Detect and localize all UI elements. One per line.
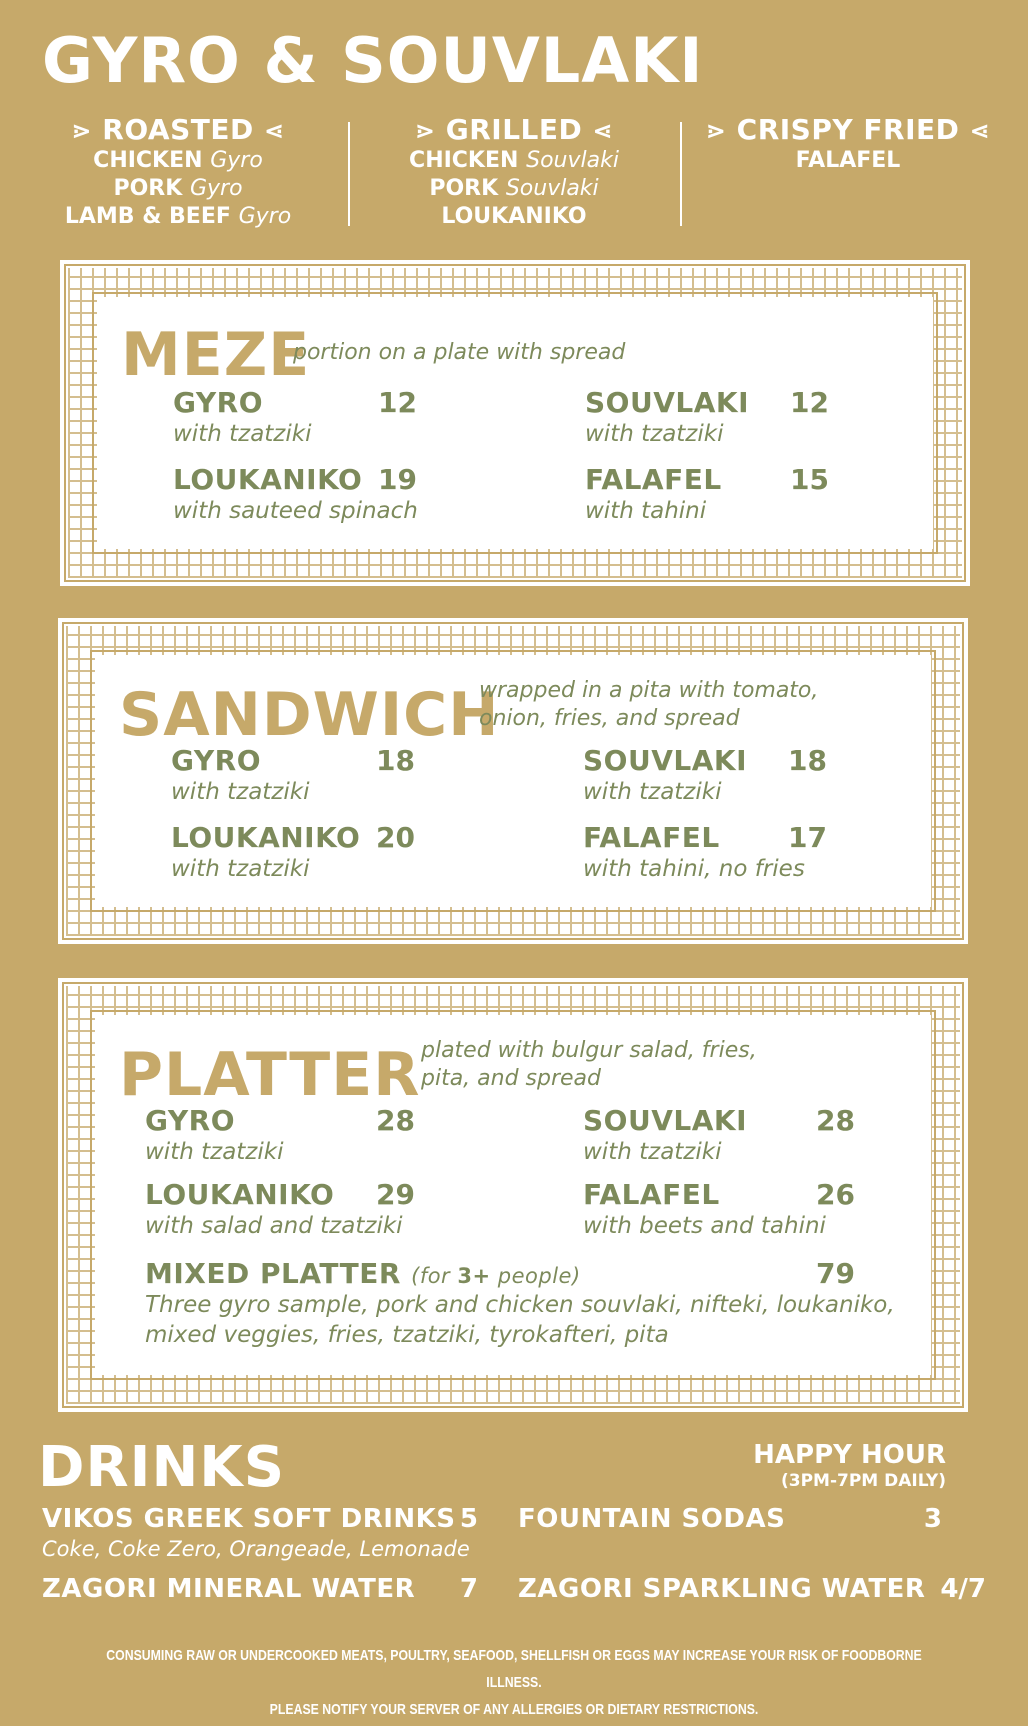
- menu-item-name: GYRO: [173, 386, 264, 419]
- prep-method-label: CRISPY FRIED: [736, 113, 960, 146]
- drinks-title: DRINKS: [38, 1435, 286, 1500]
- arrow-right-icon: ⋗: [705, 117, 727, 145]
- menu-item-desc: with sauteed spinach: [173, 498, 418, 524]
- happy-hour-title: HAPPY HOUR: [753, 1440, 946, 1470]
- menu-item-desc: mixed veggies, fries, tzatziki, tyrokafteri, pita: [145, 1322, 669, 1348]
- prep-column-crispy-fried: [698, 114, 998, 175]
- menu-item-desc: with tzatziki: [171, 779, 310, 805]
- menu-item-price: 12: [790, 386, 829, 419]
- menu-item-name: SOUVLAKI: [585, 386, 750, 419]
- menu-item-desc: with salad and tzatziki: [145, 1213, 403, 1239]
- menu-item-price: 18: [788, 744, 827, 777]
- arrow-right-icon: ⋗: [71, 117, 93, 145]
- prep-column-roasted: [28, 114, 328, 231]
- prep-item: PORK Souvlaki: [429, 176, 599, 201]
- menu-item-desc: with tahini: [585, 498, 707, 524]
- menu-item-price: 29: [376, 1178, 415, 1211]
- menu-item-desc: with tzatziki: [171, 856, 310, 882]
- menu-item-desc: with tzatziki: [585, 421, 724, 447]
- menu-item-price: 15: [790, 463, 829, 496]
- menu-item-desc: Three gyro sample, pork and chicken souvlaki, nifteki, loukaniko,: [145, 1292, 895, 1318]
- menu-item-name: SOUVLAKI: [583, 744, 748, 777]
- prep-item: LOUKANIKO: [441, 204, 587, 229]
- section-title: SANDWICH: [119, 680, 500, 750]
- prep-item: PORK Gyro: [113, 176, 243, 201]
- platter-panel: [58, 978, 968, 1412]
- column-divider: [348, 122, 350, 226]
- menu-item-price: 18: [376, 744, 415, 777]
- menu-item-desc: with tzatziki: [173, 421, 312, 447]
- drink-price: 4/7: [940, 1574, 986, 1604]
- menu-item-desc: with beets and tahini: [583, 1213, 826, 1239]
- happy-hour-time: (3PM-7PM DAILY): [780, 1471, 946, 1491]
- menu-item-name: GYRO: [145, 1104, 236, 1137]
- menu-item-price: 17: [788, 821, 827, 854]
- arrow-left-icon: ⋖: [263, 117, 285, 145]
- meze-panel: [60, 260, 970, 586]
- menu-item-price: 28: [816, 1104, 855, 1137]
- menu-item-price: 79: [816, 1257, 855, 1290]
- page-title: GYRO & SOUVLAKI: [42, 24, 704, 97]
- mixed-platter-note: (for 3+ people): [411, 1264, 581, 1288]
- section-title: PLATTER: [119, 1040, 421, 1110]
- drink-price: 5: [459, 1504, 478, 1534]
- section-subtitle: wrapped in a pita with tomato, onion, fries, and spread: [479, 678, 819, 731]
- menu-item-name: FALAFEL: [583, 821, 720, 854]
- menu-item-name: LOUKANIKO: [173, 463, 363, 496]
- section-title: MEZE: [121, 320, 311, 390]
- menu-item-desc: with tahini, no fries: [583, 856, 805, 882]
- prep-method-label: ROASTED: [102, 113, 254, 146]
- drink-name: ZAGORI SPARKLING WATER: [518, 1574, 926, 1604]
- menu-item-name: FALAFEL: [583, 1178, 720, 1211]
- sandwich-panel: [58, 618, 968, 944]
- section-subtitle: portion on a plate with spread: [293, 340, 626, 365]
- arrow-right-icon: ⋗: [414, 117, 436, 145]
- arrow-left-icon: ⋖: [592, 117, 614, 145]
- menu-item-price: 19: [378, 463, 417, 496]
- section-subtitle: plated with bulgur salad, fries, pita, and spread: [421, 1038, 757, 1091]
- drink-price: 3: [923, 1504, 942, 1534]
- drink-name: ZAGORI MINERAL WATER: [42, 1574, 416, 1604]
- menu-item-desc: with tzatziki: [583, 779, 722, 805]
- arrow-left-icon: ⋖: [969, 117, 991, 145]
- menu-item-desc: with tzatziki: [145, 1139, 284, 1165]
- prep-item: CHICKEN Souvlaki: [409, 148, 619, 173]
- menu-item-price: 28: [376, 1104, 415, 1137]
- prep-item: FALAFEL: [795, 148, 901, 173]
- allergy-disclaimer: CONSUMING RAW OR UNDERCOOKED MEATS, POULTRY, SEAFOOD, SHELLFISH OR EGGS MAY INCREASE YOUR RISK OF FOODBORNE ILLNESS. PLEASE NOTIFY YOUR SERVER OF ANY ALLERGIES OR DIETARY RESTRICTIONS.: [106, 1647, 922, 1718]
- drink-desc: Coke, Coke Zero, Orangeade, Lemonade: [42, 1537, 470, 1561]
- menu-item-name: LOUKANIKO: [171, 821, 361, 854]
- column-divider: [680, 122, 682, 226]
- menu-item-name: LOUKANIKO: [145, 1178, 335, 1211]
- prep-item: CHICKEN Gyro: [93, 148, 263, 173]
- menu-item-price: 20: [376, 821, 415, 854]
- menu-item-desc: with tzatziki: [583, 1139, 722, 1165]
- mixed-platter-name: MIXED PLATTER (for 3+ people): [145, 1257, 581, 1290]
- menu-item-name: GYRO: [171, 744, 262, 777]
- menu-item-price: 26: [816, 1178, 855, 1211]
- menu-item-price: 12: [378, 386, 417, 419]
- prep-method-label: GRILLED: [445, 113, 583, 146]
- drink-name: FOUNTAIN SODAS: [518, 1504, 786, 1534]
- menu-item-name: SOUVLAKI: [583, 1104, 748, 1137]
- prep-item: LAMB & BEEF Gyro: [64, 204, 292, 229]
- drink-price: 7: [459, 1574, 478, 1604]
- prep-column-grilled: [364, 114, 664, 231]
- drink-name: VIKOS GREEK SOFT DRINKS: [42, 1504, 456, 1534]
- menu-item-name: FALAFEL: [585, 463, 722, 496]
